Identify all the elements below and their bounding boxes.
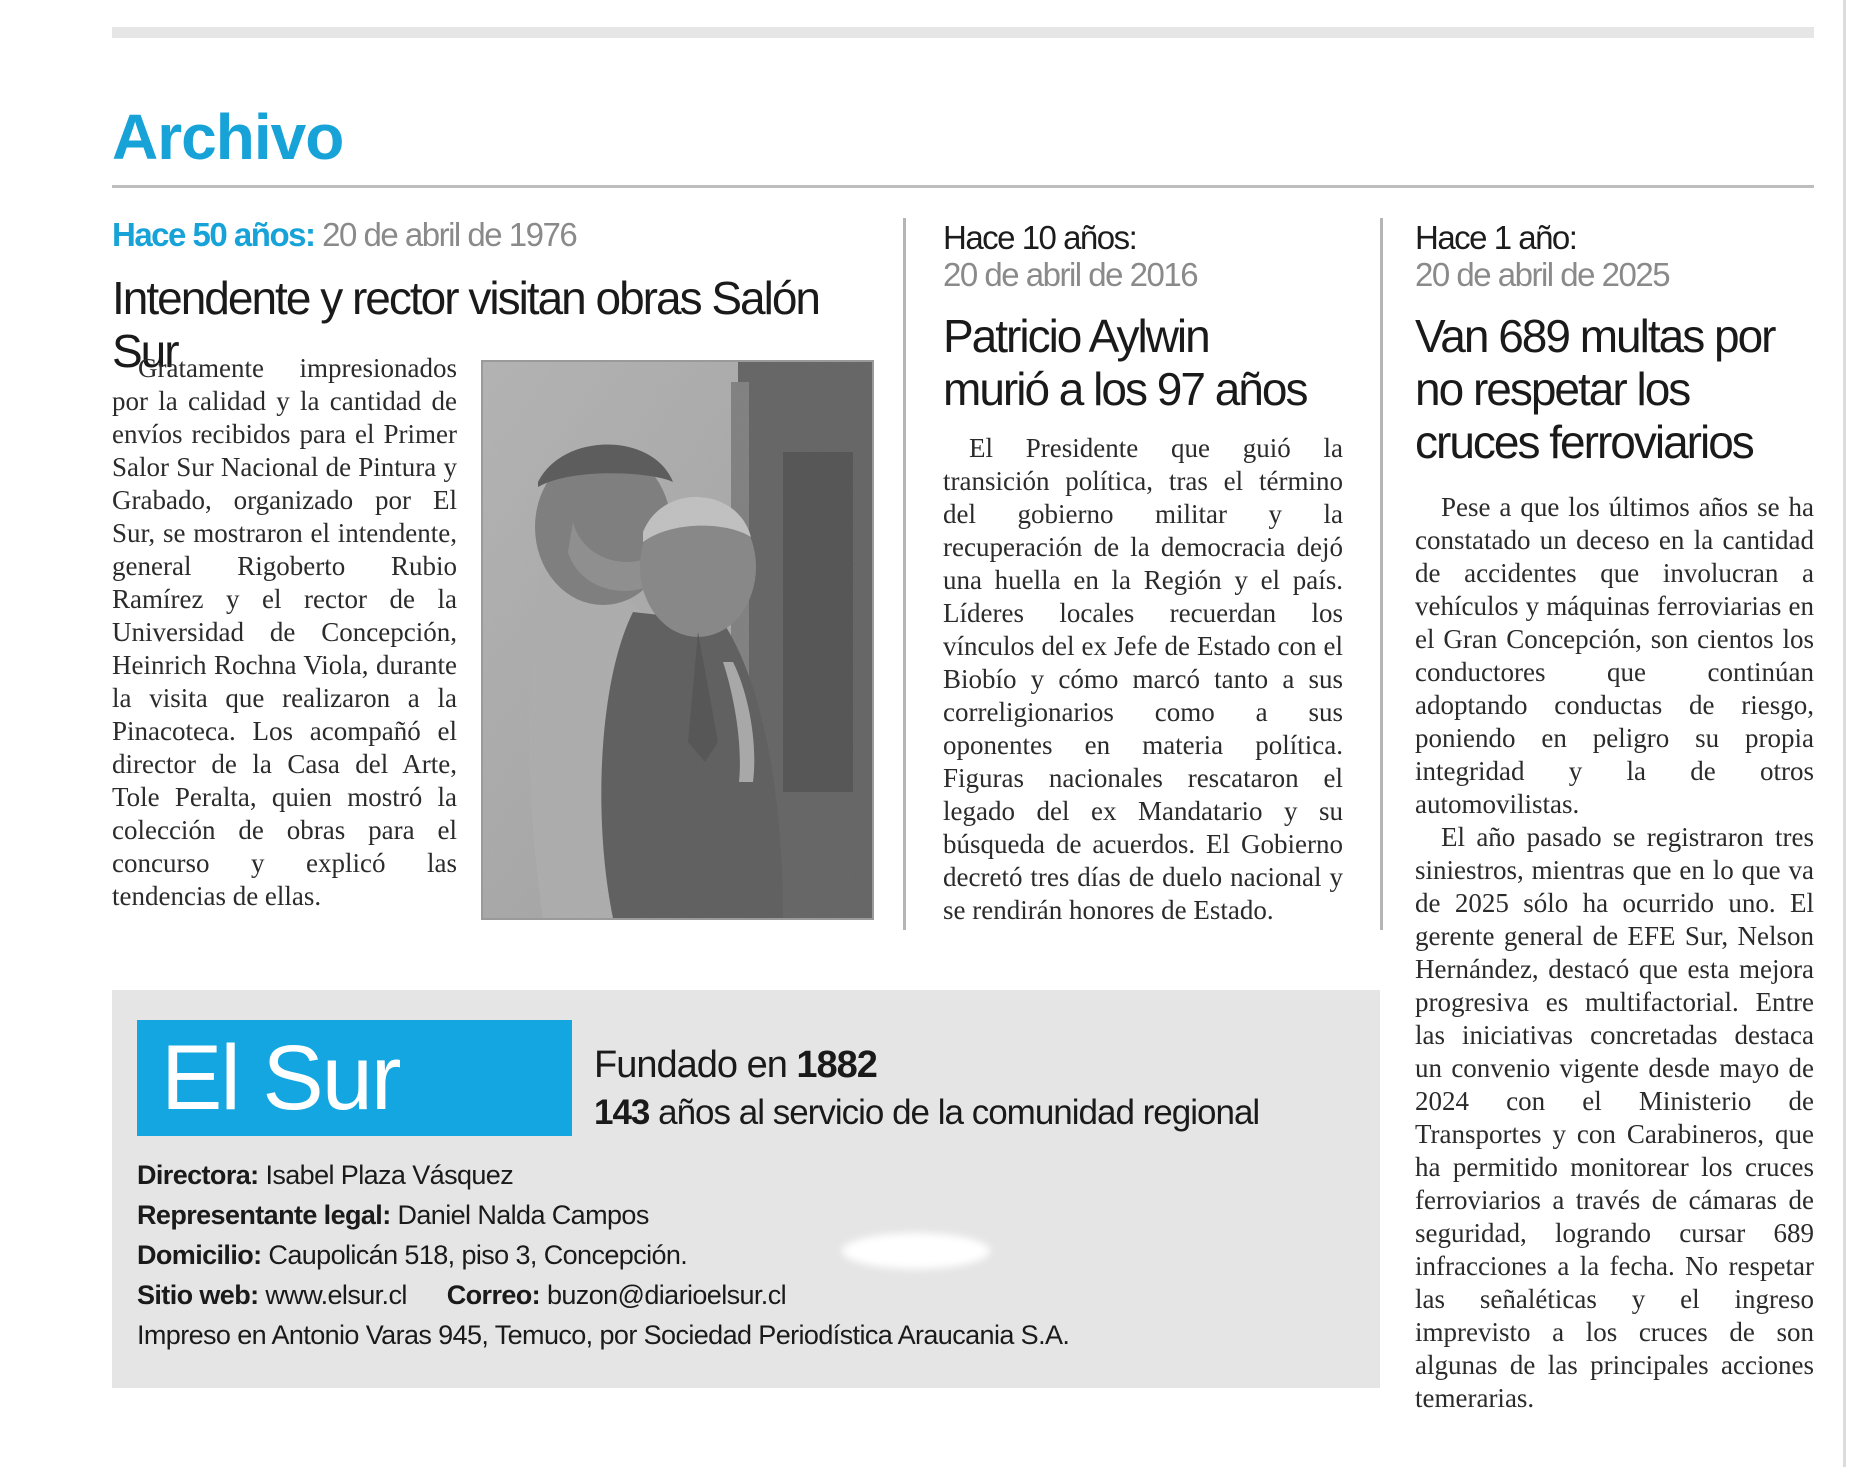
- web-label: Sitio web:: [137, 1280, 259, 1310]
- redaction-smudge: [842, 1233, 990, 1269]
- director-value: Isabel Plaza Vásquez: [258, 1160, 514, 1190]
- article-kicker: [112, 216, 576, 254]
- article-headline: [1415, 310, 1835, 469]
- column-divider-1: [903, 218, 906, 930]
- address-value: Caupolicán 518, piso 3, Concepción.: [261, 1240, 688, 1270]
- legal-line: [137, 1197, 649, 1233]
- kicker-label: Hace 50 años:: [112, 216, 315, 253]
- article-kicker-date: [1415, 256, 1669, 294]
- article-body: [943, 432, 1343, 927]
- kicker-label: Hace 10 años:: [943, 219, 1137, 256]
- web-value: www.elsur.cl: [258, 1280, 407, 1310]
- legal-label: Representante legal:: [137, 1200, 391, 1230]
- article-paragraph: Gratamente impresionados por la calidad y la cantidad de envíos recibidos para el Primer Salor Sur Nacional de Pintura y Grabado, organizado por El Sur, se mostraron el intendente, general Rigoberto Rubio Ramírez y el rector de la Universidad de Concepción, Heinrich Rochna Viola, durante la visita que realizaron a la Pinacoteca. Los acompañó el director de la Casa del Arte, Tole Peralta, quien mostró la colección de obras para el concurso y explicó las tendencias de ellas.: [112, 353, 457, 911]
- address-line: [137, 1237, 687, 1273]
- article-headline: Intendente y rector visitan obras Salón Sur: [112, 272, 820, 377]
- top-border-bar: [112, 27, 1814, 38]
- kicker-date: 20 de abril de 2016: [943, 256, 1198, 293]
- kicker-date: 20 de abril de 1976: [322, 216, 577, 253]
- article-kicker-date: [943, 256, 1197, 294]
- article-paragraph: Pese a que los últimos años se ha constatado un deceso en la cantidad de accidentes que involucran a vehículos y máquinas ferroviarias en el Gran Concepción, son cientos los conductores que continúan adoptando conductas de riesgo, poniendo en peligro su propia integridad y la de otros automovilistas.: [1415, 492, 1814, 819]
- service-line: [594, 1090, 1259, 1136]
- founded-line: [594, 1042, 877, 1088]
- headline-line: murió a los 97 años: [943, 363, 1307, 415]
- masthead-box: [112, 990, 1380, 1388]
- headline-line: no respetar los: [1415, 363, 1690, 415]
- years-suffix: años al servicio de la comunidad regional: [649, 1093, 1260, 1132]
- legal-value: Daniel Nalda Campos: [390, 1200, 649, 1230]
- director-label: Directora:: [137, 1160, 259, 1190]
- headline-line: cruces ferroviarios: [1415, 416, 1753, 468]
- founded-prefix: Fundado en: [594, 1044, 797, 1086]
- column-divider-2: [1380, 218, 1383, 930]
- contact-line: [137, 1277, 786, 1313]
- years-count: 143: [594, 1093, 650, 1132]
- kicker-date: 20 de abril de 2025: [1415, 256, 1670, 293]
- article-paragraph: El Presidente que guió la transición política, tras el término del gobierno militar y la recuperación de la democracia dejó una huella en la Región y el país. Líderes locales recuerdan los vínculos del ex Jefe de Estado con el Biobío y cómo marcó tanto a sus correligionarios como a sus oponentes en materia política. Figuras nacionales rescataron el legado del ex Mandatario y su búsqueda de acuerdos. El Gobierno decretó tres días de duelo nacional y se rendirán honores de Estado.: [943, 433, 1343, 925]
- article-paragraph: El año pasado se registraron tres siniestros, mientras que en lo que va de 2025 sólo ha ocurrido uno. El gerente general de EFE Sur, Nelson Hernández, destacó que esta mejora progresiva es multifactorial. Entre las iniciativas concretadas destaca un convenio vigente desde mayo de 2024 con el Ministerio de Transportes y con Carabineros, que ha permitido monitorear los cruces ferroviarios a través de cámaras de seguridad, logrando cursar 689 infracciones a la fecha. No respetar las señaléticas y el ingreso imprevisto a los cruces de son algunas de las principales acciones temerarias.: [1415, 822, 1814, 1413]
- article-body: [1415, 491, 1814, 1415]
- headline-line: Patricio Aylwin: [943, 310, 1209, 362]
- logo: [137, 1020, 572, 1136]
- article-headline: [943, 310, 1363, 416]
- director-line: [137, 1157, 513, 1193]
- logo-text: El Sur: [161, 1027, 400, 1129]
- kicker-label: Hace 1 año:: [1415, 219, 1577, 256]
- section-title: Archivo: [112, 101, 344, 173]
- article-body: [112, 352, 457, 913]
- founded-year: 1882: [796, 1044, 877, 1086]
- section-title-rule: [112, 185, 1814, 188]
- printed-line: Impreso en Antonio Varas 945, Temuco, por Sociedad Periodística Araucania S.A.: [137, 1320, 1070, 1350]
- email-value: buzon@diarioelsur.cl: [540, 1280, 787, 1310]
- email-label: Correo:: [446, 1280, 541, 1310]
- page-edge-rule: [1843, 0, 1846, 1467]
- headline-line: Van 689 multas por: [1415, 310, 1775, 362]
- address-label: Domicilio:: [137, 1240, 262, 1270]
- article-photo: [481, 360, 874, 920]
